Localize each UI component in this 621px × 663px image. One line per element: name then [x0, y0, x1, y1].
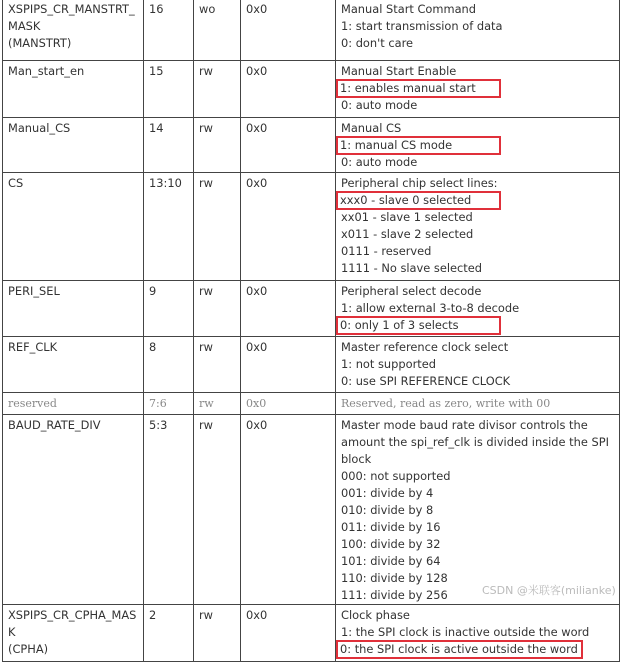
description-line — [341, 97, 614, 114]
field-name-line: REF_CLK — [8, 340, 58, 354]
description-text: Master reference clock select — [341, 340, 509, 354]
reset-cell: 0x0 — [241, 118, 336, 173]
description-line — [341, 417, 614, 468]
description-text: 0111 - reserved — [341, 244, 432, 258]
description-line — [341, 624, 614, 641]
field-name-line: CS — [8, 176, 24, 190]
description-cell — [336, 281, 620, 337]
field-name-line: (MANSTRT) — [8, 36, 72, 50]
reset-cell: 0x0 — [241, 415, 336, 605]
field-name-line: Man_start_en — [8, 64, 85, 78]
description-cell — [336, 415, 620, 605]
field-name-line: PERI_SEL — [8, 284, 60, 298]
description-line — [341, 243, 614, 260]
description-line — [341, 154, 614, 171]
type-cell: rw — [194, 173, 241, 281]
type-cell: rw — [194, 281, 241, 337]
bits-cell: 13:10 — [144, 173, 194, 281]
description-text: Clock phase — [341, 608, 410, 622]
bits-cell: 9 — [144, 281, 194, 337]
field-name-cell — [3, 393, 144, 415]
field-name-line: XSPIPS_CR_MANSTRT_ — [8, 2, 135, 16]
description-line — [341, 553, 614, 570]
description-text: 010: divide by 8 — [341, 503, 434, 517]
description-line — [341, 18, 614, 35]
description-text: 1: start transmission of data — [341, 19, 503, 33]
description-line — [341, 300, 614, 317]
highlighted-description-line — [341, 317, 614, 334]
field-name-cell — [3, 173, 144, 281]
field-name-line: reserved — [8, 397, 57, 410]
table-row — [3, 415, 620, 605]
field-name-line: K — [8, 625, 16, 639]
type-cell: rw — [194, 393, 241, 415]
description-cell — [336, 173, 620, 281]
description-text: xx01 - slave 1 selected — [341, 210, 473, 224]
bits-cell: 14 — [144, 118, 194, 173]
description-text: 1111 - No slave selected — [341, 261, 482, 275]
description-text: 110: divide by 128 — [341, 571, 448, 585]
description-text: 000: not supported — [341, 469, 451, 483]
description-line — [341, 485, 614, 502]
description-line — [341, 607, 614, 624]
description-line — [341, 356, 614, 373]
bits-cell: 5:3 — [144, 415, 194, 605]
field-name-cell — [3, 61, 144, 118]
table-row — [3, 281, 620, 337]
reset-cell: 0x0 — [241, 0, 336, 61]
description-line — [341, 339, 614, 356]
description-text: 0: auto mode — [341, 155, 418, 169]
description-cell — [336, 118, 620, 173]
description-text: 0: auto mode — [341, 98, 418, 112]
description-text: 111: divide by 256 — [341, 588, 448, 602]
reset-cell: 0x0 — [241, 61, 336, 118]
description-cell — [336, 0, 620, 61]
description-text: 100: divide by 32 — [341, 537, 441, 551]
description-line — [341, 395, 614, 412]
bits-cell: 2 — [144, 605, 194, 662]
description-text: x011 - slave 2 selected — [341, 227, 474, 241]
table-row — [3, 61, 620, 118]
description-text: 0: don't care — [341, 36, 414, 50]
description-line — [341, 519, 614, 536]
description-line — [341, 175, 614, 192]
description-line — [341, 536, 614, 553]
description-line — [341, 502, 614, 519]
description-line — [341, 35, 614, 52]
field-name-line: (CPHA) — [8, 642, 49, 656]
description-text: Peripheral select decode — [341, 284, 482, 298]
bits-cell: 8 — [144, 337, 194, 393]
description-cell — [336, 605, 620, 662]
description-text: 1: manual CS mode — [338, 138, 499, 153]
type-cell: wo — [194, 0, 241, 61]
field-name-line: Manual_CS — [8, 121, 71, 135]
description-text: xxx0 - slave 0 selected — [338, 193, 499, 208]
table-row — [3, 393, 620, 415]
description-text: Peripheral chip select lines: — [341, 176, 498, 190]
highlighted-description-line — [341, 80, 614, 97]
type-cell: rw — [194, 415, 241, 605]
reset-cell: 0x0 — [241, 173, 336, 281]
description-text: 001: divide by 4 — [341, 486, 434, 500]
field-name-cell — [3, 605, 144, 662]
description-text: 0: the SPI clock is active outside the word — [338, 642, 581, 657]
field-name-cell — [3, 281, 144, 337]
field-name-line: MASK — [8, 19, 41, 33]
description-text: 011: divide by 16 — [341, 520, 441, 534]
description-line — [341, 468, 614, 485]
bits-cell: 16 — [144, 0, 194, 61]
reset-cell: 0x0 — [241, 281, 336, 337]
type-cell: rw — [194, 337, 241, 393]
table-row — [3, 0, 620, 61]
field-name-cell — [3, 0, 144, 61]
field-name-line: BAUD_RATE_DIV — [8, 418, 101, 432]
table-row — [3, 605, 620, 662]
field-name-line: XSPIPS_CR_CPHA_MAS — [8, 608, 137, 622]
table-row — [3, 118, 620, 173]
field-name-cell — [3, 337, 144, 393]
description-line — [341, 209, 614, 226]
description-cell — [336, 61, 620, 118]
description-text: Reserved, read as zero, write with 00 — [341, 397, 551, 410]
register-bit-table — [2, 0, 620, 662]
table-row — [3, 173, 620, 281]
description-text: 0: only 1 of 3 selects — [338, 318, 499, 333]
description-text: 0: use SPI REFERENCE CLOCK — [341, 374, 511, 388]
register-table-body — [3, 0, 620, 662]
description-text: Master mode baud rate divisor controls the amount the spi_ref_clk is divided inside the SPI block — [341, 418, 609, 466]
description-line — [341, 283, 614, 300]
description-cell — [336, 337, 620, 393]
watermark: CSDN @米联客(milianke) — [482, 584, 616, 597]
description-line — [341, 373, 614, 390]
field-name-cell — [3, 415, 144, 605]
description-text: 1: allow external 3-to-8 decode — [341, 301, 520, 315]
description-text: 1: not supported — [341, 357, 436, 371]
description-text: 1: enables manual start — [338, 81, 499, 96]
highlighted-description-line — [341, 137, 614, 154]
type-cell: rw — [194, 118, 241, 173]
type-cell: rw — [194, 61, 241, 118]
reset-cell: 0x0 — [241, 337, 336, 393]
description-line — [341, 260, 614, 277]
description-text: 101: divide by 64 — [341, 554, 441, 568]
bits-cell: 15 — [144, 61, 194, 118]
description-line — [341, 120, 614, 137]
description-cell — [336, 393, 620, 415]
description-text: Manual Start Enable — [341, 64, 457, 78]
description-line — [341, 63, 614, 80]
reset-cell: 0x0 — [241, 393, 336, 415]
description-line — [341, 1, 614, 18]
bits-cell: 7:6 — [144, 393, 194, 415]
field-name-cell — [3, 118, 144, 173]
description-text: Manual CS — [341, 121, 402, 135]
highlighted-description-line — [341, 192, 614, 209]
reset-cell: 0x0 — [241, 605, 336, 662]
description-line — [341, 226, 614, 243]
table-row — [3, 337, 620, 393]
highlighted-description-line — [341, 641, 614, 658]
description-text: Manual Start Command — [341, 2, 477, 16]
type-cell: rw — [194, 605, 241, 662]
description-text: 1: the SPI clock is inactive outside the word — [341, 625, 590, 639]
